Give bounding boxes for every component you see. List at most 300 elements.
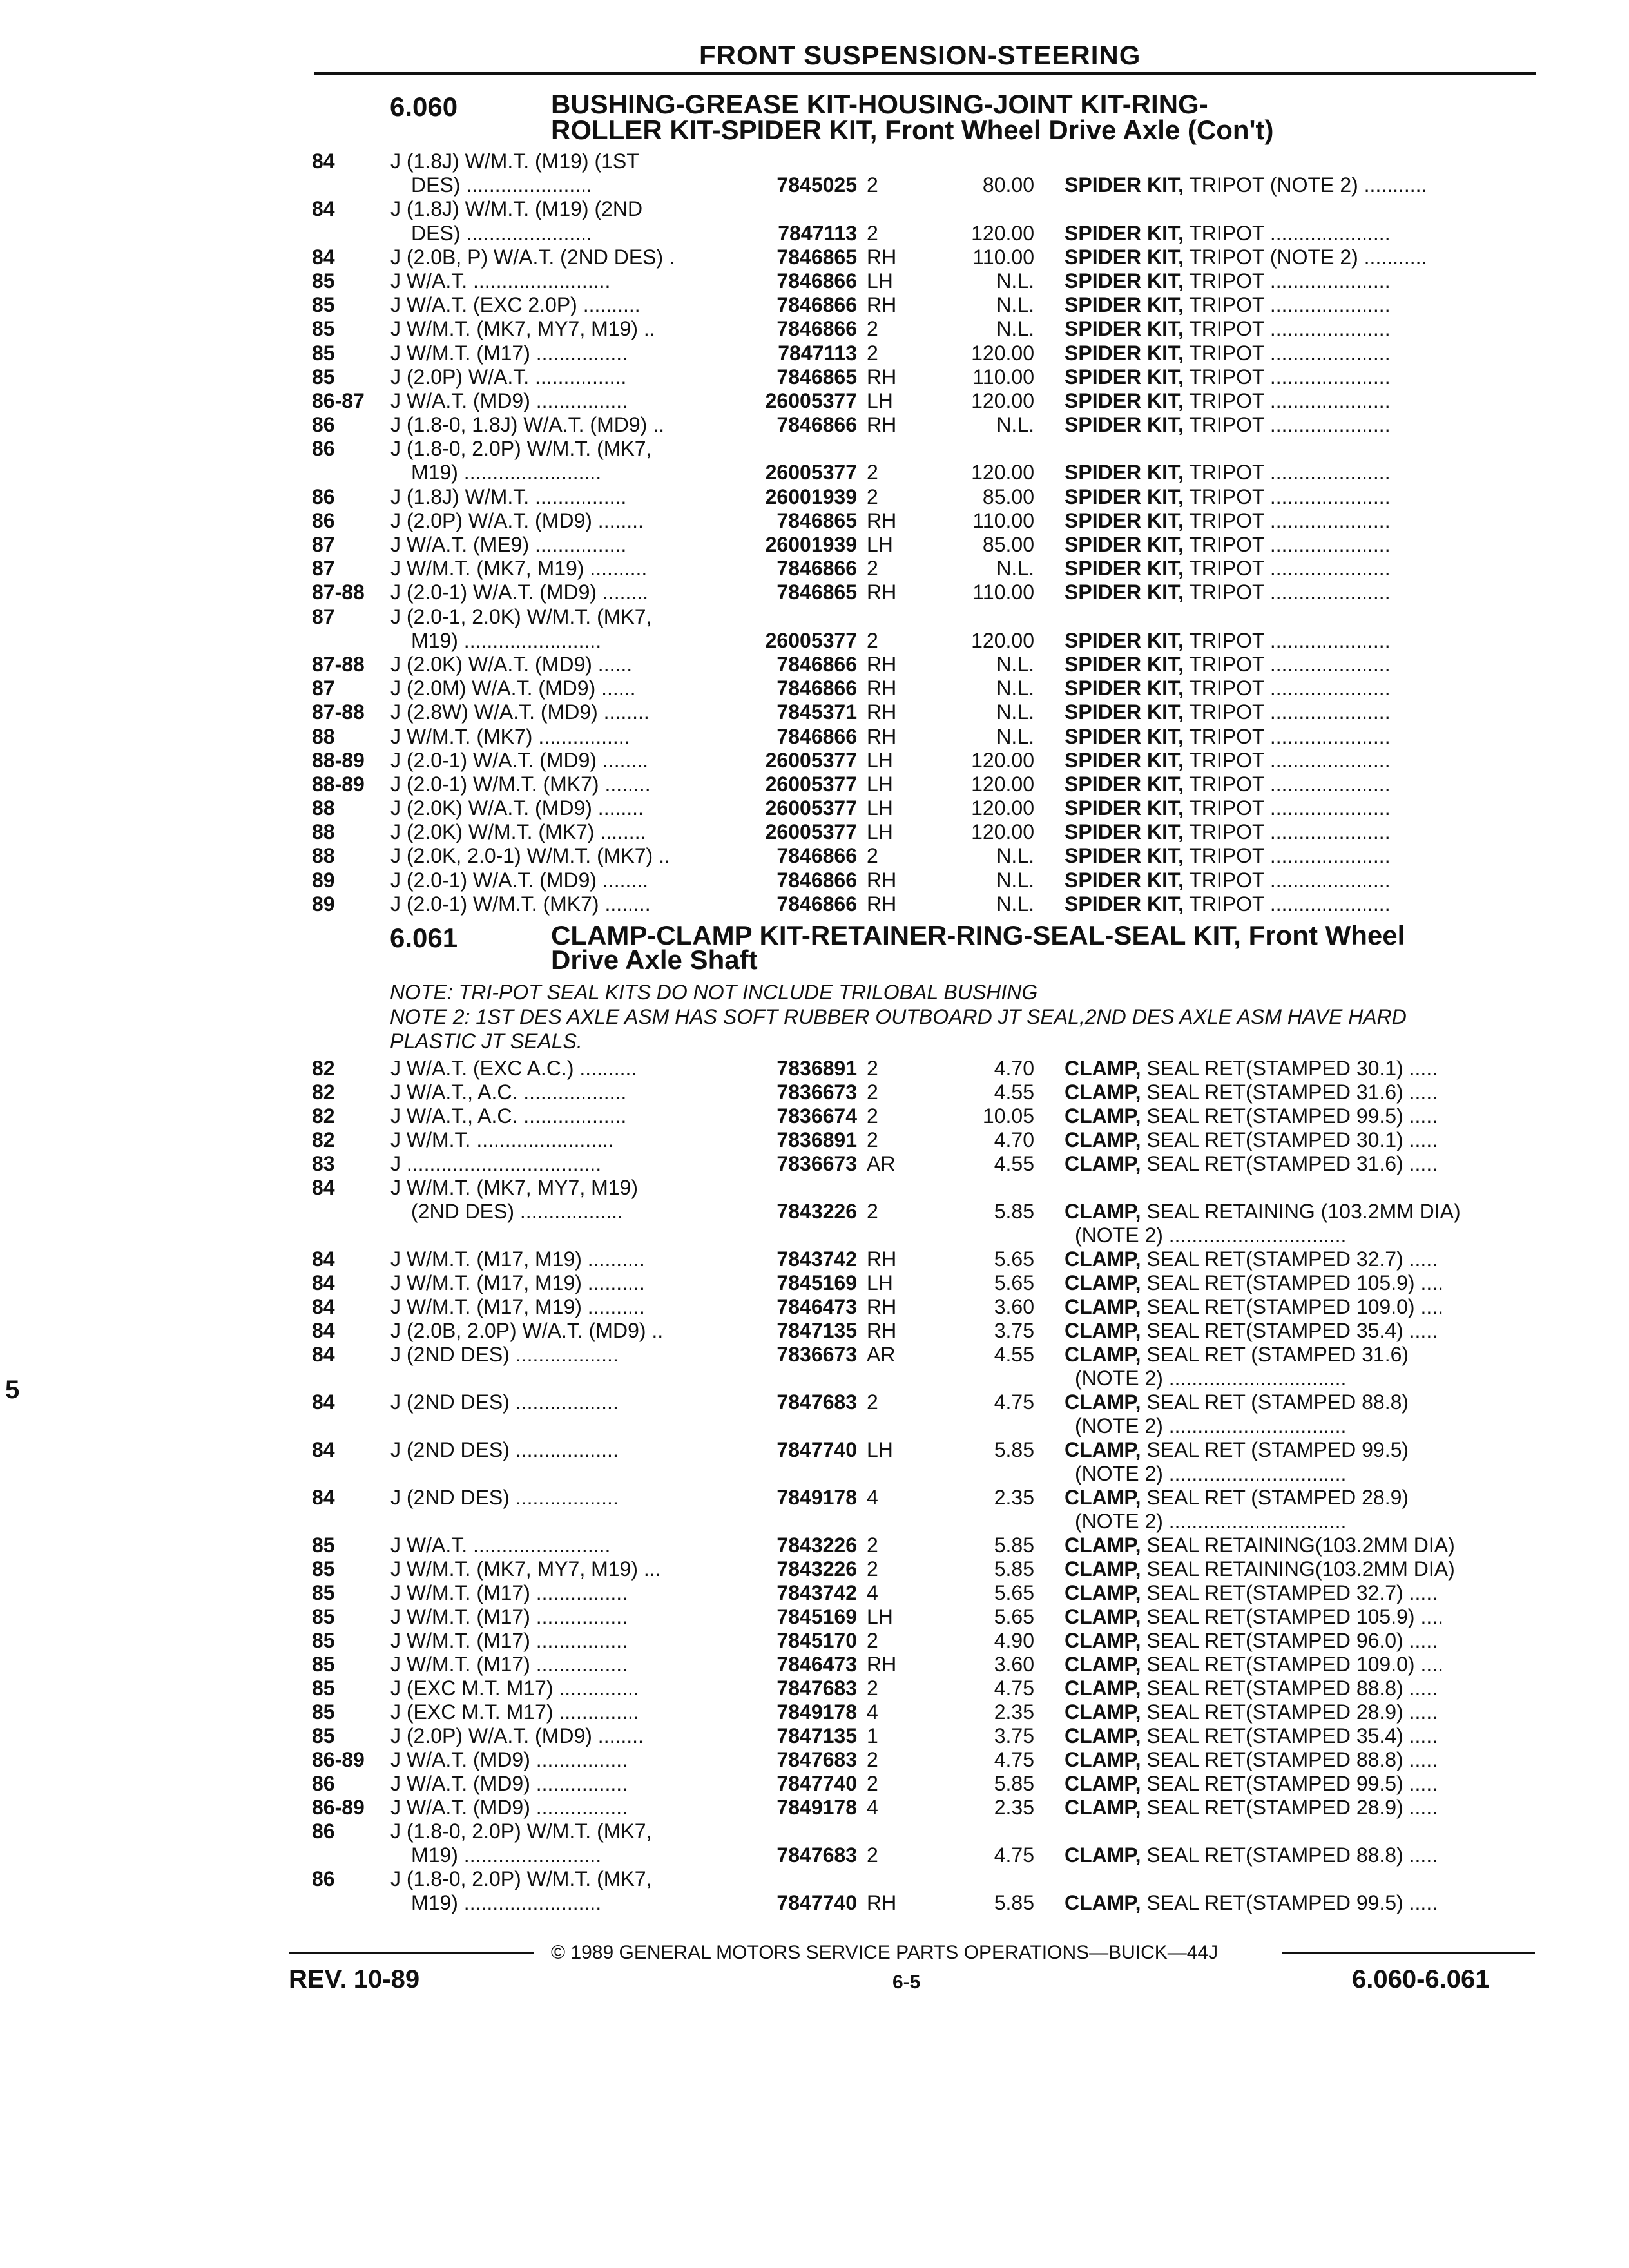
description-cell: J W/M.T. (M17) ................ [390, 1581, 628, 1604]
name-continuation-cell: (NOTE 2) ............................... [1075, 1414, 1347, 1437]
part-name-cell [1065, 1772, 1534, 1796]
part-name-bold: CLAMP, [1065, 1200, 1141, 1223]
table-row [0, 1843, 1629, 1867]
price-cell: 120.00 [971, 796, 1034, 820]
quantity-cell: RH [867, 724, 897, 748]
year-cell: 87 [312, 557, 335, 581]
part-number-cell: 7849178 [776, 1700, 857, 1724]
part-name-bold: SPIDER KIT, [1065, 628, 1184, 652]
table-row [0, 1414, 1629, 1438]
part-name-cell [1065, 293, 1534, 317]
page-header-title: FRONT SUSPENSION-STEERING [699, 40, 1141, 70]
part-name-bold: CLAMP, [1065, 1486, 1141, 1509]
quantity-cell: 4 [867, 1486, 878, 1509]
quantity-cell: 2 [867, 485, 878, 508]
table-row [0, 485, 1629, 509]
section-6060-rows [0, 149, 1629, 916]
price-cell: 5.85 [994, 1772, 1034, 1795]
description-cell: J W/M.T. (M17) ................ [390, 341, 628, 365]
part-number-cell: 7845371 [776, 700, 857, 724]
table-row [0, 365, 1629, 389]
price-cell: 120.00 [971, 389, 1034, 412]
description-cell: M19) ........................ [411, 628, 602, 652]
quantity-cell: 1 [867, 1724, 878, 1747]
part-number-cell: 7846866 [776, 724, 857, 748]
description-cell: DES) ...................... [411, 173, 592, 197]
part-number-cell: 7846473 [776, 1653, 857, 1676]
table-row [0, 653, 1629, 677]
part-name-rest: TRIPOT ..................... [1183, 868, 1391, 892]
table-row [0, 1653, 1629, 1677]
page-number: 6-5 [892, 1972, 921, 1993]
price-cell: 120.00 [971, 820, 1034, 844]
year-cell: 86 [312, 437, 335, 461]
price-cell: 4.55 [994, 1081, 1034, 1104]
part-name-cell [1065, 1557, 1534, 1581]
quantity-cell: RH [867, 652, 897, 676]
table-row [0, 1390, 1629, 1414]
table-row [0, 581, 1629, 604]
part-number-cell: 7836891 [776, 1057, 857, 1080]
part-name-bold: SPIDER KIT, [1065, 700, 1184, 724]
table-row [0, 317, 1629, 341]
part-name-cell [1065, 581, 1534, 604]
description-cell: M19) ........................ [411, 1891, 602, 1914]
year-cell: 87 [312, 677, 335, 700]
part-name-bold: SPIDER KIT, [1065, 485, 1184, 508]
quantity-cell: 2 [867, 221, 878, 245]
description-cell: J (2.8W) W/A.T. (MD9) ........ [390, 700, 650, 724]
part-name-bold: CLAMP, [1065, 1319, 1141, 1342]
description-cell: J W/M.T. (MK7, M19) .......... [390, 557, 648, 581]
table-row [0, 1247, 1629, 1271]
table-row [0, 1820, 1629, 1843]
part-name-bold: SPIDER KIT, [1065, 269, 1184, 293]
part-name-rest: SEAL RET (STAMPED 88.8) [1141, 1390, 1409, 1414]
part-name-rest: TRIPOT ..................... [1183, 581, 1391, 604]
part-number-cell: 7846866 [776, 413, 857, 437]
price-cell: 5.85 [994, 1438, 1034, 1461]
part-name-cell [1065, 222, 1534, 245]
table-row [0, 1867, 1629, 1891]
part-name-rest: SEAL RET(STAMPED 28.9) ..... [1141, 1796, 1438, 1819]
part-number-cell: 7846866 [776, 557, 857, 581]
table-row [0, 245, 1629, 269]
description-cell: J W/M.T. (M17, M19) .......... [390, 1271, 645, 1294]
year-cell: 86-89 [312, 1796, 365, 1819]
quantity-cell: LH [867, 389, 893, 412]
price-cell: 5.65 [994, 1271, 1034, 1294]
year-cell: 84 [312, 1390, 335, 1414]
quantity-cell: 2 [867, 317, 878, 341]
part-number-cell: 26005377 [765, 461, 857, 485]
part-name-rest: SEAL RET(STAMPED 88.8) ..... [1141, 1843, 1438, 1867]
price-cell: 5.65 [994, 1581, 1034, 1604]
section-title-line-2: Drive Axle Shaft [551, 945, 758, 975]
description-cell: J .................................. [390, 1152, 602, 1175]
price-cell: 2.35 [994, 1796, 1034, 1819]
table-row [0, 1176, 1629, 1200]
price-cell: N.L. [996, 413, 1034, 437]
year-cell: 84 [312, 1247, 335, 1271]
part-name-cell [1065, 892, 1534, 916]
description-cell: J (1.8J) W/M.T. (M19) (2ND [390, 197, 643, 221]
part-name-bold: CLAMP, [1065, 1104, 1141, 1128]
quantity-cell: 2 [867, 1677, 878, 1700]
year-cell: 85 [312, 1557, 335, 1581]
price-cell: 120.00 [971, 461, 1034, 485]
price-cell: 4.55 [994, 1343, 1034, 1366]
table-row [0, 869, 1629, 892]
part-name-cell [1065, 1486, 1534, 1510]
part-name-cell [1065, 700, 1534, 724]
part-name-rest: TRIPOT ..................... [1183, 533, 1391, 556]
part-name-bold: CLAMP, [1065, 1843, 1141, 1867]
year-cell: 83 [312, 1152, 335, 1175]
quantity-cell: RH [867, 677, 897, 700]
part-number-cell: 7846866 [776, 293, 857, 317]
quantity-cell: LH [867, 796, 893, 820]
price-cell: 5.85 [994, 1891, 1034, 1914]
year-cell: 88 [312, 796, 335, 820]
year-cell: 84 [312, 245, 335, 269]
part-name-rest: SEAL RET (STAMPED 28.9) [1141, 1486, 1409, 1509]
description-cell: J W/A.T. (EXC A.C.) .......... [390, 1057, 637, 1080]
quantity-cell: RH [867, 1891, 897, 1914]
part-name-cell [1065, 1152, 1534, 1176]
part-name-bold: CLAMP, [1065, 1677, 1141, 1700]
part-name-rest: SEAL RET(STAMPED 35.4) ..... [1141, 1319, 1438, 1342]
part-name-bold: CLAMP, [1065, 1772, 1141, 1795]
price-cell: 120.00 [971, 772, 1034, 796]
part-name-bold: SPIDER KIT, [1065, 341, 1184, 365]
part-name-bold: CLAMP, [1065, 1438, 1141, 1461]
part-name-rest: SEAL RET(STAMPED 31.6) ..... [1141, 1081, 1438, 1104]
year-cell: 89 [312, 892, 335, 916]
year-cell: 85 [312, 1533, 335, 1557]
part-name-rest: TRIPOT ..................... [1183, 772, 1391, 796]
quantity-cell: 2 [867, 1390, 878, 1414]
quantity-cell: 2 [867, 1200, 878, 1223]
part-name-cell [1065, 749, 1534, 773]
part-name-bold: CLAMP, [1065, 1796, 1141, 1819]
quantity-cell: RH [867, 868, 897, 892]
year-cell: 86 [312, 413, 335, 437]
description-cell: M19) ........................ [411, 1843, 602, 1867]
table-row [0, 1367, 1629, 1390]
quantity-cell: LH [867, 533, 893, 556]
table-row [0, 149, 1629, 173]
year-cell: 85 [312, 365, 335, 389]
price-cell: 5.85 [994, 1533, 1034, 1557]
part-name-bold: CLAMP, [1065, 1891, 1141, 1914]
year-cell: 89 [312, 868, 335, 892]
part-name-rest: TRIPOT ..................... [1183, 820, 1391, 844]
description-cell: J W/M.T. (M17) ................ [390, 1629, 628, 1652]
part-name-cell [1065, 1104, 1534, 1128]
description-cell: J (1.8-0, 2.0P) W/M.T. (MK7, [390, 1867, 652, 1890]
part-name-rest: SEAL RET(STAMPED 32.7) ..... [1141, 1581, 1438, 1604]
part-name-rest: TRIPOT ..................... [1183, 341, 1391, 365]
part-name-cell [1065, 365, 1534, 389]
part-number-cell: 7847113 [778, 221, 857, 245]
table-row [0, 1677, 1629, 1700]
part-name-rest: TRIPOT ..................... [1183, 221, 1391, 245]
quantity-cell: RH [867, 508, 897, 532]
part-name-bold: CLAMP, [1065, 1295, 1141, 1318]
price-cell: 4.70 [994, 1128, 1034, 1151]
description-cell: J (1.8J) W/M.T. ................ [390, 485, 627, 508]
year-cell: 84 [312, 197, 335, 221]
table-row [0, 820, 1629, 844]
part-name-bold: SPIDER KIT, [1065, 461, 1184, 485]
quantity-cell: LH [867, 1605, 893, 1628]
year-cell: 85 [312, 269, 335, 293]
part-name-cell [1065, 1247, 1534, 1271]
price-cell: 4.75 [994, 1390, 1034, 1414]
part-number-cell: 7836673 [776, 1343, 857, 1366]
description-cell: J (2.0P) W/A.T. (MD9) ........ [390, 508, 644, 532]
description-cell: J (2ND DES) .................. [390, 1438, 619, 1461]
table-row [0, 533, 1629, 557]
year-cell: 86 [312, 1867, 335, 1890]
price-cell: 120.00 [971, 221, 1034, 245]
description-cell: J W/M.T. (M17) ................ [390, 1605, 628, 1628]
quantity-cell: RH [867, 1295, 897, 1318]
part-name-bold: SPIDER KIT, [1065, 317, 1184, 341]
price-cell: 3.60 [994, 1653, 1034, 1676]
price-cell: N.L. [996, 557, 1034, 581]
quantity-cell: 4 [867, 1581, 878, 1604]
part-name-cell [1065, 653, 1534, 677]
year-cell: 84 [312, 1319, 335, 1342]
part-name-rest: SEAL RET(STAMPED 35.4) ..... [1141, 1724, 1438, 1747]
year-cell: 88-89 [312, 748, 365, 772]
header-rule [314, 72, 1536, 75]
year-cell: 86-89 [312, 1748, 365, 1771]
part-number-cell: 7836673 [776, 1152, 857, 1175]
table-row [0, 1438, 1629, 1462]
price-cell: 10.05 [982, 1104, 1034, 1128]
year-cell: 82 [312, 1104, 335, 1128]
part-name-rest: SEAL RET(STAMPED 32.7) ..... [1141, 1247, 1438, 1271]
part-name-rest: SEAL RET(STAMPED 31.6) ..... [1141, 1152, 1438, 1175]
part-name-cell [1065, 1271, 1534, 1295]
part-name-rest: SEAL RET(STAMPED 30.1) ..... [1141, 1057, 1438, 1080]
part-number-cell: 7846866 [776, 868, 857, 892]
price-cell: N.L. [996, 892, 1034, 916]
part-number-cell: 7849178 [776, 1796, 857, 1819]
description-cell: J W/M.T. (M17, M19) .......... [390, 1295, 645, 1318]
part-name-bold: SPIDER KIT, [1065, 868, 1184, 892]
table-row [0, 1796, 1629, 1820]
table-row [0, 1271, 1629, 1295]
price-cell: N.L. [996, 868, 1034, 892]
part-number-cell: 7845170 [776, 1629, 857, 1652]
part-name-rest: TRIPOT ..................... [1183, 317, 1391, 341]
description-cell: DES) ...................... [411, 221, 592, 245]
description-cell: J (2.0-1) W/M.T. (MK7) ........ [390, 772, 651, 796]
section-6061-rows [0, 1057, 1629, 1915]
table-row [0, 1462, 1629, 1486]
description-cell: J (2.0P) W/A.T. ................ [390, 365, 627, 389]
description-cell: J (2.0K) W/M.T. (MK7) ........ [390, 820, 646, 844]
price-cell: 4.70 [994, 1057, 1034, 1080]
table-row [0, 461, 1629, 485]
part-name-cell [1065, 1295, 1534, 1319]
part-name-rest: SEAL RET(STAMPED 105.9) .... [1141, 1605, 1443, 1628]
part-name-bold: SPIDER KIT, [1065, 677, 1184, 700]
part-name-bold: SPIDER KIT, [1065, 508, 1184, 532]
part-name-bold: SPIDER KIT, [1065, 772, 1184, 796]
description-cell: J (2.0-1, 2.0K) W/M.T. (MK7, [390, 604, 652, 628]
price-cell: 4.90 [994, 1629, 1034, 1652]
description-cell: J W/A.T. (MD9) ................ [390, 1748, 628, 1771]
part-name-cell [1065, 1796, 1534, 1820]
part-name-rest: SEAL RET(STAMPED 99.5) ..... [1141, 1891, 1438, 1914]
quantity-cell: RH [867, 245, 897, 269]
table-row [0, 1200, 1629, 1224]
quantity-cell: 2 [867, 1772, 878, 1795]
part-name-rest: TRIPOT ..................... [1183, 413, 1391, 437]
part-number-cell: 7847113 [778, 341, 857, 365]
part-name-bold: CLAMP, [1065, 1081, 1141, 1104]
table-row [0, 1104, 1629, 1128]
description-cell: J (2ND DES) .................. [390, 1390, 619, 1414]
price-cell: N.L. [996, 677, 1034, 700]
part-name-bold: SPIDER KIT, [1065, 748, 1184, 772]
table-row [0, 1557, 1629, 1581]
footer-rule-right [1282, 1952, 1535, 1954]
part-name-rest: TRIPOT ..................... [1183, 892, 1391, 916]
description-cell: J (EXC M.T. M17) .............. [390, 1677, 639, 1700]
price-cell: 3.60 [994, 1295, 1034, 1318]
part-number-cell: 7847683 [776, 1390, 857, 1414]
year-cell: 87-88 [312, 652, 365, 676]
part-name-bold: SPIDER KIT, [1065, 844, 1184, 868]
part-name-rest: SEAL RET(STAMPED 96.0) ..... [1141, 1629, 1438, 1652]
table-row [0, 605, 1629, 629]
part-name-rest: SEAL RET(STAMPED 28.9) ..... [1141, 1700, 1438, 1724]
description-cell: J W/M.T. ........................ [390, 1128, 614, 1151]
name-continuation-cell: (NOTE 2) ............................... [1075, 1510, 1347, 1533]
part-number-cell: 7846866 [776, 652, 857, 676]
section-number: 6.061 [390, 923, 458, 953]
table-row [0, 413, 1629, 437]
year-cell: 85 [312, 1605, 335, 1628]
year-cell: 88 [312, 820, 335, 844]
part-name-cell [1065, 1128, 1534, 1152]
part-name-rest: TRIPOT (NOTE 2) ........... [1183, 245, 1427, 269]
margin-mark: 5 [5, 1376, 20, 1404]
year-cell: 85 [312, 341, 335, 365]
table-row [0, 1057, 1629, 1081]
quantity-cell: 2 [867, 341, 878, 365]
part-name-cell [1065, 533, 1534, 557]
price-cell: 80.00 [982, 173, 1034, 197]
part-name-cell [1065, 1057, 1534, 1081]
description-cell: M19) ........................ [411, 461, 602, 485]
quantity-cell: RH [867, 1653, 897, 1676]
part-number-cell: 7845169 [776, 1271, 857, 1294]
part-number-cell: 7849178 [776, 1486, 857, 1509]
name-continuation-cell: (NOTE 2) ............................... [1075, 1462, 1347, 1485]
footer-copyright: © 1989 GENERAL MOTORS SERVICE PARTS OPERATIONS—BUICK—44J [551, 1942, 1219, 1963]
part-name-bold: SPIDER KIT, [1065, 652, 1184, 676]
quantity-cell: RH [867, 700, 897, 724]
part-name-cell [1065, 1200, 1534, 1224]
part-name-cell [1065, 461, 1534, 485]
price-cell: 3.75 [994, 1724, 1034, 1747]
year-cell: 85 [312, 1677, 335, 1700]
description-cell: J W/A.T. (EXC 2.0P) .......... [390, 293, 641, 317]
part-name-bold: CLAMP, [1065, 1653, 1141, 1676]
part-name-cell [1065, 1343, 1534, 1367]
description-cell: J (1.8J) W/M.T. (M19) (1ST [390, 149, 639, 173]
part-name-rest: SEAL RETAINING(103.2MM DIA) [1141, 1533, 1455, 1557]
year-cell: 85 [312, 317, 335, 341]
description-cell: J (2.0B, P) W/A.T. (2ND DES) . [390, 245, 675, 269]
price-cell: 4.75 [994, 1748, 1034, 1771]
part-name-rest: TRIPOT ..................... [1183, 557, 1391, 581]
part-name-rest: TRIPOT ..................... [1183, 293, 1391, 317]
year-cell: 85 [312, 1629, 335, 1652]
table-row [0, 1319, 1629, 1343]
part-name-cell [1065, 677, 1534, 700]
table-row [0, 389, 1629, 413]
description-cell: J W/M.T. (MK7, MY7, M19) ... [390, 1557, 661, 1581]
table-row [0, 1605, 1629, 1629]
part-name-cell [1065, 1677, 1534, 1700]
quantity-cell: 2 [867, 1057, 878, 1080]
quantity-cell: 2 [867, 1748, 878, 1771]
price-cell: 5.65 [994, 1247, 1034, 1271]
part-name-cell [1065, 389, 1534, 413]
part-name-rest: TRIPOT ..................... [1183, 677, 1391, 700]
year-cell: 85 [312, 1581, 335, 1604]
part-name-cell [1065, 1533, 1534, 1557]
table-row [0, 1724, 1629, 1748]
price-cell: N.L. [996, 700, 1034, 724]
description-cell: J (1.8-0, 2.0P) W/M.T. (MK7, [390, 437, 652, 461]
price-cell: 85.00 [982, 533, 1034, 556]
part-name-bold: SPIDER KIT, [1065, 820, 1184, 844]
part-number-cell: 26005377 [765, 796, 857, 820]
year-cell: 86-87 [312, 389, 365, 412]
table-row [0, 1533, 1629, 1557]
part-name-cell [1065, 1081, 1534, 1104]
part-number-cell: 7846473 [776, 1295, 857, 1318]
part-number-cell: 7847740 [776, 1891, 857, 1914]
part-name-bold: CLAMP, [1065, 1271, 1141, 1294]
part-name-bold: CLAMP, [1065, 1605, 1141, 1628]
table-row [0, 293, 1629, 317]
quantity-cell: LH [867, 748, 893, 772]
section-note-1: NOTE: TRI-POT SEAL KITS DO NOT INCLUDE TRILOBAL BUSHING [390, 981, 1038, 1004]
year-cell: 87 [312, 604, 335, 628]
quantity-cell: 2 [867, 557, 878, 581]
description-cell: J (2.0M) W/A.T. (MD9) ...... [390, 677, 636, 700]
part-number-cell: 26005377 [765, 389, 857, 412]
price-cell: 5.65 [994, 1605, 1034, 1628]
price-cell: 85.00 [982, 485, 1034, 508]
part-number-cell: 7843742 [776, 1581, 857, 1604]
part-name-cell [1065, 1581, 1534, 1605]
part-name-bold: CLAMP, [1065, 1057, 1141, 1080]
year-cell: 82 [312, 1081, 335, 1104]
description-cell: J W/M.T. (MK7, MY7, M19) .. [390, 317, 655, 341]
part-name-rest: TRIPOT ..................... [1183, 844, 1391, 868]
